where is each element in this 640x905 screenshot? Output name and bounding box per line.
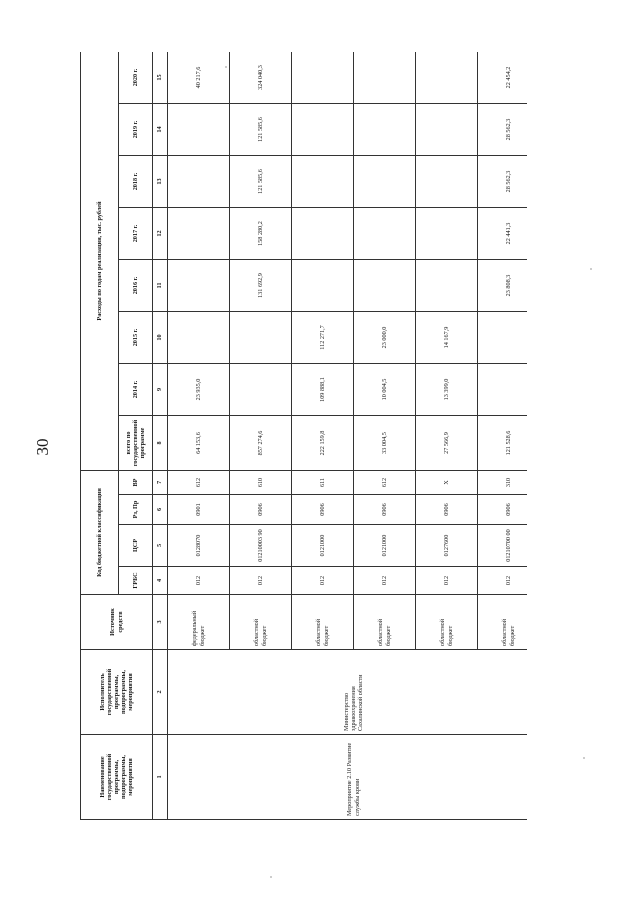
column-number-row bbox=[153, 52, 168, 820]
y2019-cell: 121 585,6 bbox=[230, 104, 292, 156]
y2016-cell bbox=[168, 260, 230, 312]
y2017-cell: 22 441,3 bbox=[478, 208, 528, 260]
y2016-cell: 23 808,3 bbox=[478, 260, 528, 312]
y2019-cell: 28 562,3 bbox=[478, 104, 528, 156]
csr-cell: 01210700 00 bbox=[478, 525, 528, 567]
y2014-cell: 109 888,1 bbox=[292, 364, 354, 416]
y2017-cell bbox=[292, 208, 354, 260]
y2018-cell: 28 562,3 bbox=[478, 156, 528, 208]
header-rz-pr: Рз, Пр bbox=[119, 495, 153, 525]
scan-speck bbox=[270, 876, 272, 878]
y2015-cell: 112 271,7 bbox=[292, 312, 354, 364]
header-2015: 2015 г. bbox=[119, 312, 153, 364]
y2017-cell bbox=[168, 208, 230, 260]
page-number: 30 bbox=[33, 438, 52, 456]
header-2014: 2014 г. bbox=[119, 364, 153, 416]
scan-speck bbox=[583, 757, 585, 759]
rz-pr-cell: 0906 bbox=[354, 495, 416, 525]
rz-pr-cell: 0901 bbox=[168, 495, 230, 525]
csr-cell: 01210003 90 bbox=[230, 525, 292, 567]
total-cell: 33 004,5 bbox=[354, 416, 416, 471]
y2014-cell bbox=[478, 364, 528, 416]
y2016-cell: 131 692,9 bbox=[230, 260, 292, 312]
y2017-cell bbox=[416, 208, 478, 260]
column-number: 1 bbox=[153, 735, 168, 820]
source-cell: областной бюджет bbox=[478, 595, 528, 650]
y2014-cell: 10 004,5 bbox=[354, 364, 416, 416]
source-cell: областной бюджет bbox=[354, 595, 416, 650]
column-number: 6 bbox=[153, 495, 168, 525]
y2019-cell bbox=[354, 104, 416, 156]
column-number: 14 bbox=[153, 104, 168, 156]
grbs-cell: 012 bbox=[292, 567, 354, 595]
grbs-cell: 012 bbox=[230, 567, 292, 595]
vr-cell: 611 bbox=[292, 471, 354, 495]
rotated-table-area bbox=[80, 52, 527, 820]
vr-cell: X bbox=[416, 471, 478, 495]
scan-speck bbox=[590, 268, 592, 270]
total-cell: 222 159,8 bbox=[292, 416, 354, 471]
header-vr: ВР bbox=[119, 471, 153, 495]
y2017-cell: 158 280,2 bbox=[230, 208, 292, 260]
header-budget-code: Код бюджетной классификации bbox=[81, 471, 119, 595]
y2014-cell: 13 399,0 bbox=[416, 364, 478, 416]
header-2018: 2018 г. bbox=[119, 156, 153, 208]
column-number: 9 bbox=[153, 364, 168, 416]
y2020-cell bbox=[416, 52, 478, 104]
y2020-cell: 22 454,2 bbox=[478, 52, 528, 104]
column-number: 3 bbox=[153, 595, 168, 650]
y2020-cell: 40 217,6 bbox=[168, 52, 230, 104]
rz-pr-cell: 0906 bbox=[292, 495, 354, 525]
y2020-cell: 324 040,3 bbox=[230, 52, 292, 104]
header-source: Источник средств bbox=[81, 595, 153, 650]
y2015-cell bbox=[478, 312, 528, 364]
column-number: 12 bbox=[153, 208, 168, 260]
table-row bbox=[168, 52, 230, 820]
y2018-cell: 121 585,6 bbox=[230, 156, 292, 208]
column-number: 4 bbox=[153, 567, 168, 595]
total-cell: 27 566,9 bbox=[416, 416, 478, 471]
total-cell: 121 528,6 bbox=[478, 416, 528, 471]
total-cell: 857 274,6 bbox=[230, 416, 292, 471]
y2020-cell bbox=[292, 52, 354, 104]
header-csr: ЦСР bbox=[119, 525, 153, 567]
grbs-cell: 012 bbox=[478, 567, 528, 595]
y2019-cell bbox=[292, 104, 354, 156]
header-2017: 2017 г. bbox=[119, 208, 153, 260]
grbs-cell: 012 bbox=[416, 567, 478, 595]
column-number: 10 bbox=[153, 312, 168, 364]
y2018-cell bbox=[354, 156, 416, 208]
csr-cell: 0121000 bbox=[292, 525, 354, 567]
y2018-cell bbox=[292, 156, 354, 208]
header-expenses: Расходы по годам реализации, тыс. рублей bbox=[81, 52, 119, 471]
column-number: 11 bbox=[153, 260, 168, 312]
y2015-cell bbox=[168, 312, 230, 364]
vr-cell: 310 bbox=[478, 471, 528, 495]
column-number: 8 bbox=[153, 416, 168, 471]
y2018-cell bbox=[168, 156, 230, 208]
y2017-cell bbox=[354, 208, 416, 260]
header-2020: 2020 г. bbox=[119, 52, 153, 104]
y2015-cell: 14 167,9 bbox=[416, 312, 478, 364]
csr-cell: 0127600 bbox=[416, 525, 478, 567]
column-number: 13 bbox=[153, 156, 168, 208]
vr-cell: 612 bbox=[168, 471, 230, 495]
y2019-cell bbox=[168, 104, 230, 156]
source-cell: областной бюджет bbox=[292, 595, 354, 650]
rz-pr-cell: 0906 bbox=[478, 495, 528, 525]
measure-name: Мероприятие 2.10 Развитие службы крови bbox=[168, 735, 528, 820]
csr-cell: 0121000 bbox=[354, 525, 416, 567]
source-cell: областной бюджет bbox=[416, 595, 478, 650]
header-2016: 2016 г. bbox=[119, 260, 153, 312]
column-number: 7 bbox=[153, 471, 168, 495]
csr-cell: 0128070 bbox=[168, 525, 230, 567]
y2016-cell bbox=[416, 260, 478, 312]
rz-pr-cell: 0906 bbox=[416, 495, 478, 525]
y2020-cell bbox=[354, 52, 416, 104]
total-cell: 64 153,6 bbox=[168, 416, 230, 471]
y2016-cell bbox=[292, 260, 354, 312]
grbs-cell: 012 bbox=[354, 567, 416, 595]
y2019-cell bbox=[416, 104, 478, 156]
header-executor: Исполнитель государственной программы, подпрограммы, мероприятия bbox=[81, 650, 153, 735]
header-total: всего по государственной программе bbox=[119, 416, 153, 471]
y2015-cell: 23 000,0 bbox=[354, 312, 416, 364]
vr-cell: 610 bbox=[230, 471, 292, 495]
header-2019: 2019 г. bbox=[119, 104, 153, 156]
vr-cell: 612 bbox=[354, 471, 416, 495]
grbs-cell: 012 bbox=[168, 567, 230, 595]
expenses-table bbox=[80, 52, 527, 820]
measure-executor: Министерство здравоохранения Сахалинской области bbox=[168, 650, 528, 735]
y2015-cell bbox=[230, 312, 292, 364]
y2014-cell bbox=[230, 364, 292, 416]
column-number: 2 bbox=[153, 650, 168, 735]
source-cell: областной бюджет bbox=[230, 595, 292, 650]
y2014-cell: 23 935,0 bbox=[168, 364, 230, 416]
y2018-cell bbox=[416, 156, 478, 208]
header-name: Наименование государственной программы, подпрограммы, мероприятия bbox=[81, 735, 153, 820]
header-grbs: ГРБС bbox=[119, 567, 153, 595]
source-cell: федеральный бюджет bbox=[168, 595, 230, 650]
rz-pr-cell: 0906 bbox=[230, 495, 292, 525]
y2016-cell bbox=[354, 260, 416, 312]
column-number: 5 bbox=[153, 525, 168, 567]
column-number: 15 bbox=[153, 52, 168, 104]
